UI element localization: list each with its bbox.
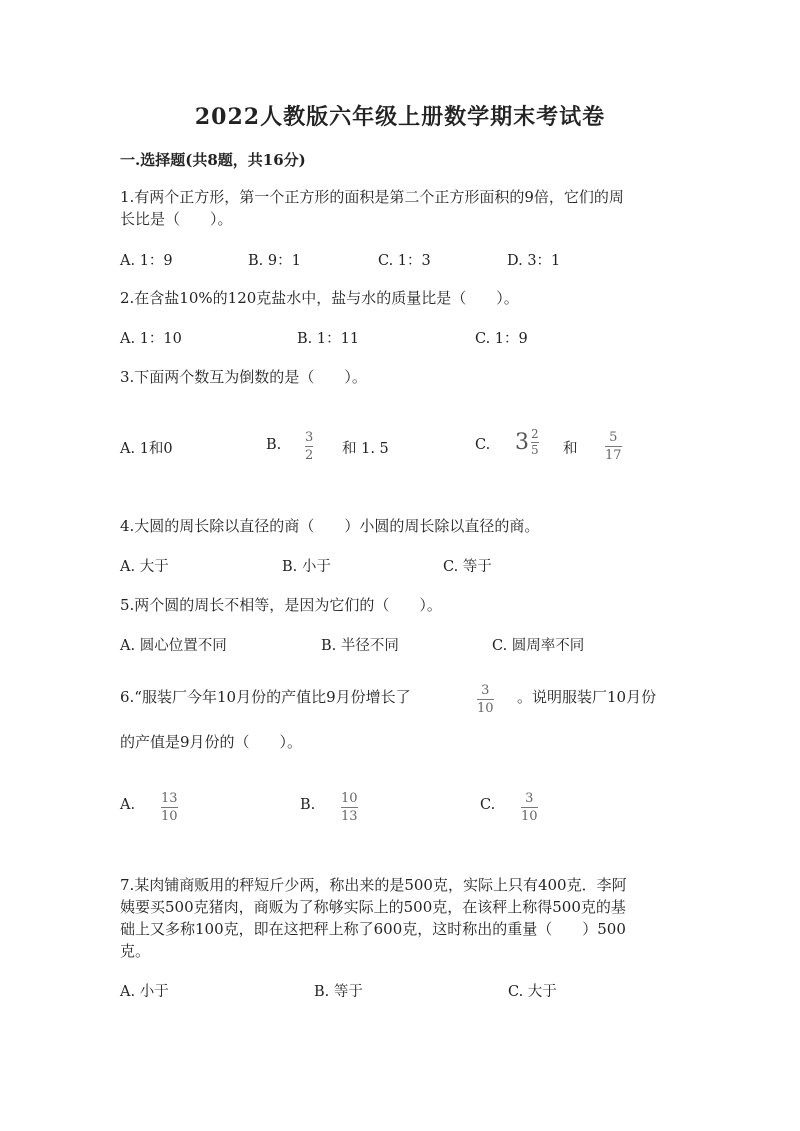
fraction-denominator: 10 xyxy=(161,809,178,824)
fraction-denominator: 10 xyxy=(521,809,538,824)
question-6-text-part-1: 6.“服装厂今年10月份的产值比9月份增长了 xyxy=(120,688,411,706)
question-3-option-c-and: 和 xyxy=(563,441,578,457)
question-5-option-a: A. 圆心位置不同 xyxy=(120,638,227,654)
mixed-fraction xyxy=(531,428,539,457)
question-5-text: 5.两个圆的周长不相等，是因为它们的（ ）。 xyxy=(120,596,442,614)
question-1-option-d: D. 3：1 xyxy=(507,253,561,269)
question-7-line-3: 础上又多称100克，即在这把秤上称了600克，这时称出的重量（ ）500 xyxy=(120,920,626,938)
question-3-text: 3.下面两个数互为倒数的是（ ）。 xyxy=(120,368,367,386)
question-1-option-a: A. 1：9 xyxy=(120,253,173,269)
question-2-option-c: C. 1：9 xyxy=(475,331,528,347)
question-2-option-a: A. 1：10 xyxy=(120,331,182,347)
question-3-option-c-label: C. xyxy=(475,437,491,453)
question-3-option-b-label: B. xyxy=(266,437,282,453)
fraction-numerator: 3 xyxy=(525,791,534,806)
question-1-line-2: 长比是（ ）。 xyxy=(120,210,233,228)
mixed-whole: 3 xyxy=(515,430,529,455)
question-4-text: 4.大圆的周长除以直径的商（ ）小圆的周长除以直径的商。 xyxy=(120,517,540,535)
fraction-numerator: 13 xyxy=(161,791,178,806)
question-5-option-b: B. 半径不同 xyxy=(321,638,399,654)
fraction-numerator: 5 xyxy=(609,430,618,445)
question-7-line-4: 克。 xyxy=(120,942,151,960)
question-3-option-c-mixed-number xyxy=(515,428,539,457)
question-6-fraction xyxy=(477,683,494,716)
question-7-line-1: 7.某肉铺商贩用的秤短斤少两，称出来的是500克，实际上只有400克．李阿 xyxy=(120,876,627,894)
fraction-numerator: 3 xyxy=(481,683,490,698)
fraction-numerator: 3 xyxy=(305,430,314,445)
fraction-numerator: 10 xyxy=(341,791,358,806)
question-7-option-a: A. 小于 xyxy=(120,984,169,1000)
question-4-option-b: B. 小于 xyxy=(282,559,331,575)
question-4-option-c: C. 等于 xyxy=(443,559,492,575)
question-3-option-b-fraction xyxy=(305,430,313,463)
fraction-denominator: 5 xyxy=(531,443,539,457)
fraction-numerator: 2 xyxy=(531,427,539,441)
fraction-denominator: 2 xyxy=(305,448,314,463)
question-6-option-a-fraction xyxy=(161,791,178,824)
fraction-denominator: 17 xyxy=(605,448,622,463)
section-heading: 一.选择题(共8题，共16分) xyxy=(120,151,306,169)
question-7-line-2: 姨要买500克猪肉，商贩为了称够实际上的500克，在该秤上称得500克的基 xyxy=(120,898,626,916)
question-1-line-1: 1.有两个正方形，第一个正方形的面积是第二个正方形面积的9倍，它们的周 xyxy=(120,188,624,206)
question-7-option-c: C. 大于 xyxy=(508,984,557,1000)
question-1-option-c: C. 1：3 xyxy=(378,253,431,269)
question-2-text: 2.在含盐10%的120克盐水中，盐与水的质量比是（ ）。 xyxy=(120,289,519,307)
question-6-text-part-2: 。说明服装厂10月份 xyxy=(517,688,657,706)
fraction-denominator: 13 xyxy=(341,809,358,824)
question-6-option-a-label: A. xyxy=(120,797,136,813)
question-6-option-b-fraction xyxy=(341,791,358,824)
question-6-option-c-label: C. xyxy=(480,797,496,813)
question-2-option-b: B. 1：11 xyxy=(297,331,360,347)
question-3-option-a: A. 1和0 xyxy=(120,441,173,457)
question-6-option-b-label: B. xyxy=(300,797,316,813)
question-1-option-b: B. 9：1 xyxy=(248,253,301,269)
question-6-line-2: 的产值是9月份的（ ）。 xyxy=(120,733,303,751)
question-3-option-b-rest: 和 1. 5 xyxy=(342,441,389,457)
question-4-option-a: A. 大于 xyxy=(120,559,169,575)
question-5-option-c: C. 圆周率不同 xyxy=(492,638,585,654)
fraction-denominator: 10 xyxy=(477,701,494,716)
page-title: 2022人教版六年级上册数学期末考试卷 xyxy=(194,104,606,130)
question-7-option-b: B. 等于 xyxy=(314,984,363,1000)
question-6-option-c-fraction xyxy=(521,791,538,824)
question-3-option-c-fraction xyxy=(605,430,622,463)
